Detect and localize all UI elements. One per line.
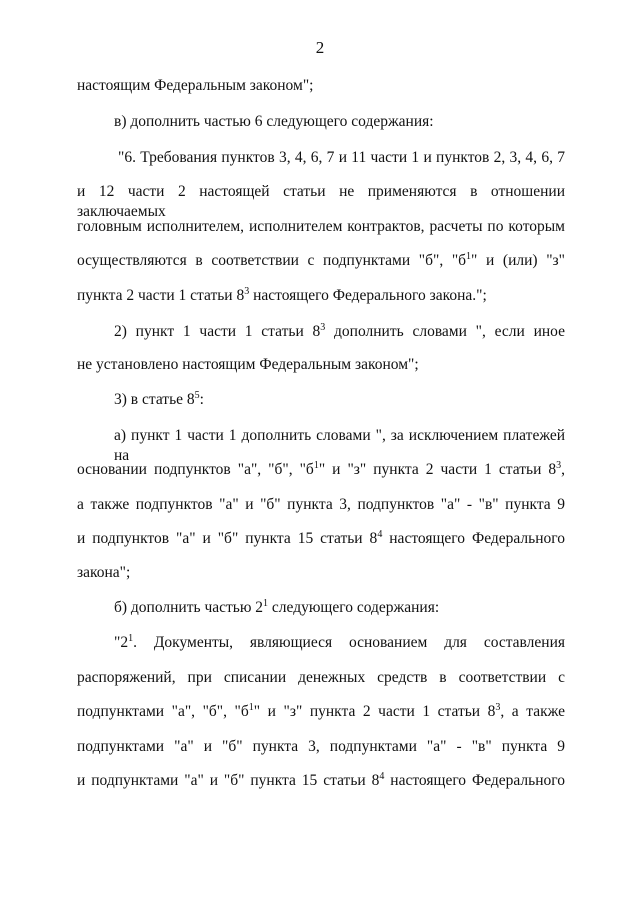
text-line: "$2^1$. Документы, являющиеся основанием для составления — [114, 633, 565, 651]
text-line: и подпунктов "а" и "б" пункта 15 статьи $8^4$ настоящего Федерального — [77, 529, 565, 547]
text-line: 3) в статье $8^5$: — [114, 390, 204, 408]
text-line: не установлено настоящим Федеральным законом"; — [77, 356, 419, 373]
text-line: и 12 части 2 настоящей статьи не применяются в отношении заключаемых — [77, 183, 565, 220]
text-line: и подпунктами "а" и "б" пункта 15 статьи $8^4$ настоящего Федерального — [77, 771, 565, 789]
text-line: головным исполнителем, исполнителем контрактов, расчеты по которым — [77, 218, 565, 235]
text-line: б) дополнить частью $2^1$ следующего содержания: — [114, 598, 440, 616]
text-line: пункта 2 части 1 статьи $8^3$ настоящего Федерального закона."; — [77, 286, 487, 304]
text-line: настоящим Федеральным законом"; — [77, 77, 314, 94]
text-line: осуществляются в соответствии с подпунктами "б", "$б^1$" и (или) "з" — [77, 251, 565, 269]
text-line: "6. Требования пунктов 3, 4, 6, 7 и 11 части 1 и пунктов 2, 3, 4, 6, 7 — [118, 149, 565, 166]
text-line: а) пункт 1 части 1 дополнить словами ", за исключением платежей на — [114, 427, 565, 464]
text-line: а также подпунктов "а" и "б" пункта 3, подпунктов "а" - "в" пункта 9 — [77, 496, 565, 513]
text-line: распоряжений, при списании денежных средств в соответствии с — [77, 669, 565, 686]
text-line: закона"; — [77, 564, 131, 581]
text-line: подпунктами "а", "б", "$б^1$" и "з" пункта 2 части 1 статьи $8^3$, а также — [77, 702, 565, 720]
text-line: подпунктами "а" и "б" пункта 3, подпунктами "а" - "в" пункта 9 — [77, 738, 565, 755]
text-line: в) дополнить частью 6 следующего содержания: — [114, 113, 434, 130]
text-line: основании подпунктов "а", "б", "$б^1$" и "з" пункта 2 части 1 статьи $8^3$, — [77, 460, 565, 478]
text-line: 2) пункт 1 части 1 статьи $8^3$ дополнить словами ", если иное — [114, 322, 565, 340]
page-number: 2 — [315, 38, 325, 57]
